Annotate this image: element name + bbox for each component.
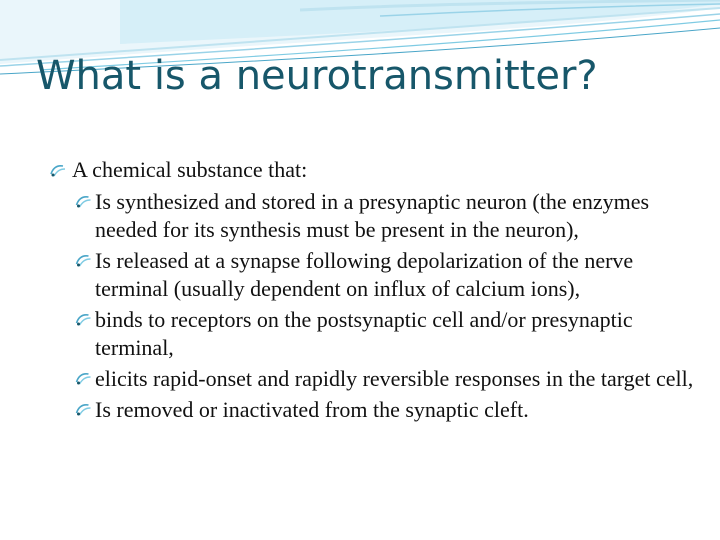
list-item xyxy=(72,306,698,362)
list-item-text: Is synthesized and stored in a presynaptic neuron (the enzymes needed for its synthesis must be present in the neuron), xyxy=(95,189,650,242)
slide-body xyxy=(48,156,698,427)
list-item-text: elicits rapid-onset and rapidly reversible responses in the target cell, xyxy=(95,366,694,391)
list-item xyxy=(72,365,698,393)
page-title: What is a neurotransmitter? xyxy=(36,53,598,99)
ornamental-bullet-icon xyxy=(72,309,95,329)
list-item-text: Is released at a synapse following depolarization of the nerve terminal (usually dependent on influx of calcium ions), xyxy=(95,248,634,301)
bullet-level1 xyxy=(48,156,698,184)
ornamental-bullet-icon xyxy=(72,191,95,211)
ornamental-bullet-icon xyxy=(72,399,95,419)
ornamental-bullet-icon xyxy=(72,250,95,270)
list-item xyxy=(72,247,698,303)
bullet-text: A chemical substance that: xyxy=(72,157,308,182)
ornamental-bullet-icon xyxy=(72,368,95,388)
list-item xyxy=(72,188,698,244)
list-item-text: binds to receptors on the postsynaptic cell and/or presynaptic terminal, xyxy=(95,307,633,360)
ornamental-bullet-icon xyxy=(48,160,68,180)
list-item xyxy=(72,396,698,424)
list-item-text: Is removed or inactivated from the synaptic cleft. xyxy=(95,397,529,422)
